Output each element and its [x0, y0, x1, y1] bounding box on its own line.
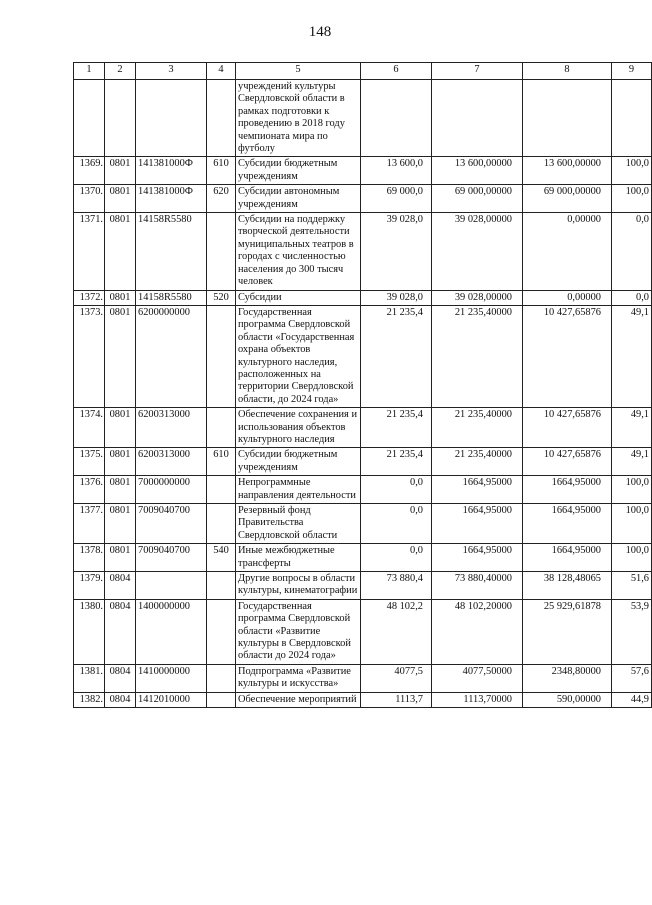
section-code: 0801: [105, 290, 136, 305]
target-article-code: 6200000000: [136, 305, 207, 407]
expense-type-code: [207, 408, 236, 448]
executed-amount: [523, 80, 612, 157]
table-row: [74, 476, 652, 504]
target-article-code: 141381000Ф: [136, 157, 207, 185]
table-row: [74, 692, 652, 707]
item-name: Иные межбюджетные трансферты: [236, 544, 361, 572]
header-cell: 3: [136, 63, 207, 80]
executed-amount: 0,00000: [523, 290, 612, 305]
approved-amount: 69 000,00000: [432, 185, 523, 213]
row-number: 1381.: [74, 664, 105, 692]
executed-amount: 1664,95000: [523, 504, 612, 544]
execution-percent: 100,0: [612, 504, 652, 544]
executed-amount: 1664,95000: [523, 544, 612, 572]
planned-amount: 4077,5: [361, 664, 432, 692]
item-name: Подпрограмма «Развитие культуры и искусства»: [236, 664, 361, 692]
execution-percent: 51,6: [612, 572, 652, 600]
planned-amount: 0,0: [361, 476, 432, 504]
executed-amount: 590,00000: [523, 692, 612, 707]
approved-amount: 13 600,00000: [432, 157, 523, 185]
item-name: Субсидии на поддержку творческой деятельности муниципальных театров в городах с численностью населения до 300 тысяч человек: [236, 213, 361, 290]
execution-percent: 0,0: [612, 213, 652, 290]
planned-amount: [361, 80, 432, 157]
planned-amount: 13 600,0: [361, 157, 432, 185]
execution-percent: 100,0: [612, 544, 652, 572]
table-row: [74, 448, 652, 476]
execution-percent: 49,1: [612, 408, 652, 448]
row-number: 1374.: [74, 408, 105, 448]
expense-type-code: 540: [207, 544, 236, 572]
execution-percent: [612, 80, 652, 157]
planned-amount: 39 028,0: [361, 290, 432, 305]
table-row: [74, 599, 652, 664]
section-code: [105, 80, 136, 157]
row-number: [74, 80, 105, 157]
item-name: Субсидии автономным учреждениям: [236, 185, 361, 213]
section-code: 0801: [105, 408, 136, 448]
planned-amount: 73 880,4: [361, 572, 432, 600]
expense-type-code: 610: [207, 157, 236, 185]
item-name: Резервный фонд Правительства Свердловской области: [236, 504, 361, 544]
row-number: 1369.: [74, 157, 105, 185]
expense-type-code: [207, 476, 236, 504]
execution-percent: 100,0: [612, 157, 652, 185]
section-code: 0801: [105, 185, 136, 213]
section-code: 0804: [105, 664, 136, 692]
row-number: 1375.: [74, 448, 105, 476]
page-number: 148: [308, 24, 332, 40]
section-code: 0804: [105, 692, 136, 707]
executed-amount: 1664,95000: [523, 476, 612, 504]
approved-amount: 73 880,40000: [432, 572, 523, 600]
execution-percent: 53,9: [612, 599, 652, 664]
execution-percent: 0,0: [612, 290, 652, 305]
target-article-code: 7000000000: [136, 476, 207, 504]
target-article-code: 1410000000: [136, 664, 207, 692]
execution-percent: 57,6: [612, 664, 652, 692]
expense-type-code: [207, 504, 236, 544]
approved-amount: 21 235,40000: [432, 408, 523, 448]
planned-amount: 39 028,0: [361, 213, 432, 290]
row-number: 1377.: [74, 504, 105, 544]
executed-amount: 2348,80000: [523, 664, 612, 692]
executed-amount: 13 600,00000: [523, 157, 612, 185]
expense-type-code: 620: [207, 185, 236, 213]
section-code: 0801: [105, 544, 136, 572]
table-row: [74, 504, 652, 544]
execution-percent: 100,0: [612, 476, 652, 504]
executed-amount: 10 427,65876: [523, 305, 612, 407]
header-cell: 1: [74, 63, 105, 80]
row-number: 1380.: [74, 599, 105, 664]
target-article-code: 1412010000: [136, 692, 207, 707]
section-code: 0801: [105, 476, 136, 504]
target-article-code: 141381000Ф: [136, 185, 207, 213]
expense-type-code: [207, 213, 236, 290]
header-cell: 5: [236, 63, 361, 80]
approved-amount: 39 028,00000: [432, 213, 523, 290]
target-article-code: 7009040700: [136, 504, 207, 544]
target-article-code: 14158R5580: [136, 213, 207, 290]
row-number: 1373.: [74, 305, 105, 407]
target-article-code: [136, 80, 207, 157]
section-code: 0801: [105, 305, 136, 407]
execution-percent: 44,9: [612, 692, 652, 707]
item-name: Государственная программа Свердловской области «Развитие культуры в Свердловской области до 2024 года»: [236, 599, 361, 664]
row-number: 1376.: [74, 476, 105, 504]
table-row: [74, 664, 652, 692]
approved-amount: 4077,50000: [432, 664, 523, 692]
executed-amount: 0,00000: [523, 213, 612, 290]
header-cell: 2: [105, 63, 136, 80]
execution-percent: 100,0: [612, 185, 652, 213]
expense-type-code: [207, 599, 236, 664]
row-number: 1372.: [74, 290, 105, 305]
item-name: Государственная программа Свердловской области «Государственная охрана объектов культурного наследия, расположенных на территории Свердловской области, до 2024 года»: [236, 305, 361, 407]
target-article-code: 6200313000: [136, 408, 207, 448]
row-number: 1370.: [74, 185, 105, 213]
executed-amount: 10 427,65876: [523, 408, 612, 448]
row-number: 1371.: [74, 213, 105, 290]
execution-percent: 49,1: [612, 448, 652, 476]
item-name: Субсидии бюджетным учреждениям: [236, 448, 361, 476]
table-row: [74, 80, 652, 157]
executed-amount: 69 000,00000: [523, 185, 612, 213]
header-cell: 8: [523, 63, 612, 80]
table-row: [74, 185, 652, 213]
row-number: 1382.: [74, 692, 105, 707]
planned-amount: 48 102,2: [361, 599, 432, 664]
target-article-code: 14158R5580: [136, 290, 207, 305]
planned-amount: 21 235,4: [361, 448, 432, 476]
approved-amount: 1664,95000: [432, 476, 523, 504]
table-row: [74, 544, 652, 572]
header-cell: 7: [432, 63, 523, 80]
target-article-code: 7009040700: [136, 544, 207, 572]
approved-amount: 39 028,00000: [432, 290, 523, 305]
row-number: 1379.: [74, 572, 105, 600]
approved-amount: 48 102,20000: [432, 599, 523, 664]
executed-amount: 38 128,48065: [523, 572, 612, 600]
table-row: [74, 572, 652, 600]
section-code: 0801: [105, 157, 136, 185]
target-article-code: 6200313000: [136, 448, 207, 476]
table-row: [74, 305, 652, 407]
header-cell: 6: [361, 63, 432, 80]
expense-type-code: 520: [207, 290, 236, 305]
expense-type-code: [207, 305, 236, 407]
planned-amount: 0,0: [361, 544, 432, 572]
row-number: 1378.: [74, 544, 105, 572]
approved-amount: 21 235,40000: [432, 305, 523, 407]
approved-amount: 1113,70000: [432, 692, 523, 707]
execution-percent: 49,1: [612, 305, 652, 407]
item-name: учреждений культуры Свердловской области в рамках подготовки к проведению в 2018 году чемпионата мира по футболу: [236, 80, 361, 157]
expense-type-code: 610: [207, 448, 236, 476]
item-name: Другие вопросы в области культуры, кинематографии: [236, 572, 361, 600]
budget-table: [73, 62, 652, 708]
approved-amount: 21 235,40000: [432, 448, 523, 476]
item-name: Обеспечение сохранения и использования объектов культурного наследия: [236, 408, 361, 448]
table-header-row: [74, 63, 652, 80]
planned-amount: 21 235,4: [361, 408, 432, 448]
planned-amount: 1113,7: [361, 692, 432, 707]
planned-amount: 0,0: [361, 504, 432, 544]
section-code: 0801: [105, 504, 136, 544]
planned-amount: 69 000,0: [361, 185, 432, 213]
approved-amount: [432, 80, 523, 157]
item-name: Субсидии бюджетным учреждениям: [236, 157, 361, 185]
item-name: Непрограммные направления деятельности: [236, 476, 361, 504]
target-article-code: [136, 572, 207, 600]
table-row: [74, 408, 652, 448]
table-row: [74, 290, 652, 305]
executed-amount: 10 427,65876: [523, 448, 612, 476]
header-cell: 9: [612, 63, 652, 80]
item-name: Субсидии: [236, 290, 361, 305]
executed-amount: 25 929,61878: [523, 599, 612, 664]
target-article-code: 1400000000: [136, 599, 207, 664]
planned-amount: 21 235,4: [361, 305, 432, 407]
expense-type-code: [207, 80, 236, 157]
header-cell: 4: [207, 63, 236, 80]
expense-type-code: [207, 692, 236, 707]
section-code: 0801: [105, 448, 136, 476]
section-code: 0801: [105, 213, 136, 290]
expense-type-code: [207, 572, 236, 600]
item-name: Обеспечение мероприятий: [236, 692, 361, 707]
table-row: [74, 157, 652, 185]
approved-amount: 1664,95000: [432, 504, 523, 544]
expense-type-code: [207, 664, 236, 692]
approved-amount: 1664,95000: [432, 544, 523, 572]
table-row: [74, 213, 652, 290]
section-code: 0804: [105, 599, 136, 664]
section-code: 0804: [105, 572, 136, 600]
